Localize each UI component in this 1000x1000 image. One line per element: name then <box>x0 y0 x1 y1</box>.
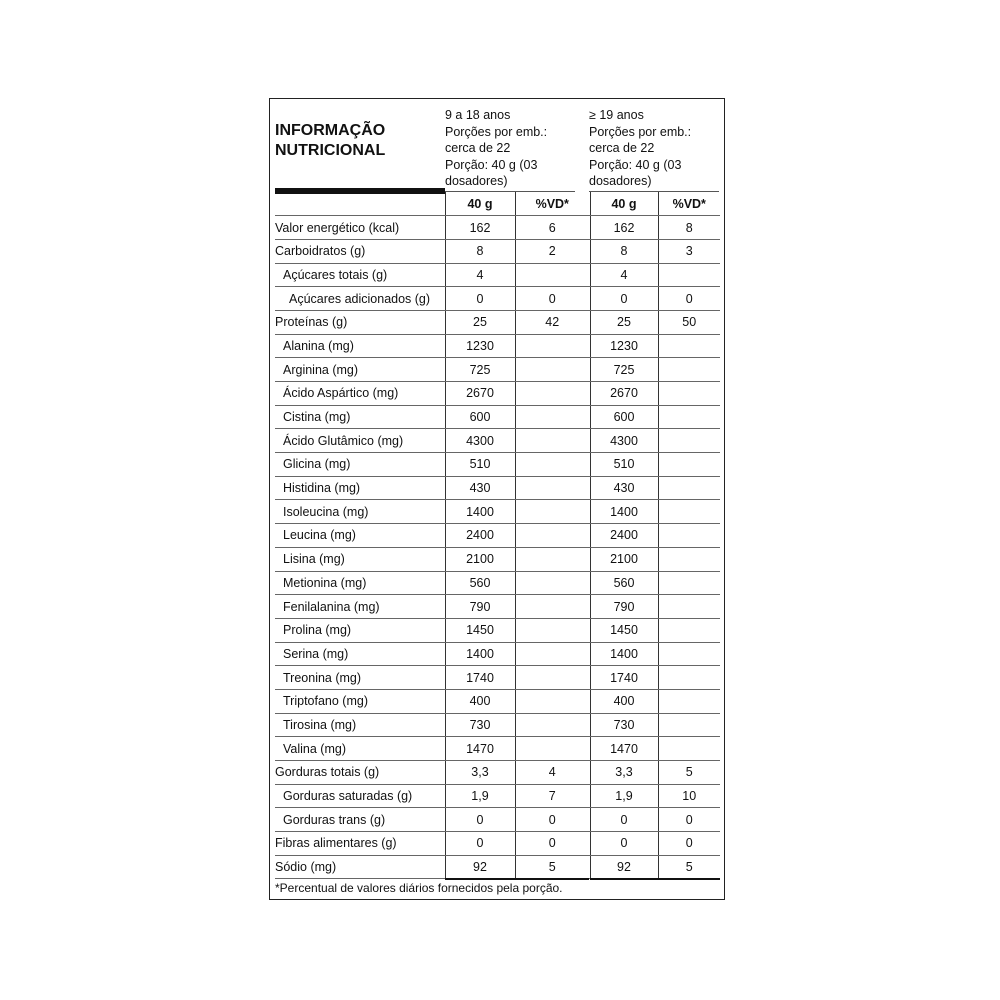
amount-19-plus: 1,9 <box>590 784 658 808</box>
dv-9-18 <box>515 263 589 287</box>
dv-19-plus <box>658 429 720 453</box>
amount-9-18: 2100 <box>445 547 515 571</box>
amount-19-plus: 1470 <box>590 737 658 761</box>
group-header-9-18 <box>445 107 580 190</box>
amount-19-plus: 1400 <box>590 642 658 666</box>
table-row <box>275 642 720 666</box>
amount-9-18: 430 <box>445 476 515 500</box>
dv-9-18 <box>515 618 589 642</box>
header-dv-1: %VD* <box>515 192 589 216</box>
group-age: 9 a 18 anos <box>445 108 511 122</box>
table-row <box>275 808 720 832</box>
group-portions: Porções por emb.: <box>589 124 692 139</box>
table-row <box>275 500 720 524</box>
amount-19-plus: 2400 <box>590 524 658 548</box>
nutrient-label: Triptofano (mg) <box>275 689 445 713</box>
table-row <box>275 832 720 856</box>
amount-9-18: 1,9 <box>445 784 515 808</box>
amount-9-18: 730 <box>445 713 515 737</box>
nutrient-label: Fenilalanina (mg) <box>275 595 445 619</box>
amount-19-plus: 1400 <box>590 500 658 524</box>
dv-19-plus: 3 <box>658 239 720 263</box>
amount-9-18: 1400 <box>445 642 515 666</box>
table-row <box>275 310 720 334</box>
table-row <box>275 524 720 548</box>
amount-19-plus: 430 <box>590 476 658 500</box>
amount-9-18: 790 <box>445 595 515 619</box>
dv-9-18 <box>515 737 589 761</box>
nutrient-label: Prolina (mg) <box>275 618 445 642</box>
amount-19-plus: 25 <box>590 310 658 334</box>
amount-19-plus: 0 <box>590 832 658 856</box>
amount-19-plus: 162 <box>590 216 658 240</box>
nutrient-label: Carboidratos (g) <box>275 239 445 263</box>
dv-19-plus: 8 <box>658 216 720 240</box>
nutrient-label: Glicina (mg) <box>275 453 445 477</box>
amount-9-18: 2400 <box>445 524 515 548</box>
header-amount-1: 40 g <box>445 192 515 216</box>
group-header-19-plus <box>589 107 724 190</box>
nutrition-title <box>275 121 385 161</box>
dv-9-18: 6 <box>515 216 589 240</box>
title-line-1: INFORMAÇÃO <box>275 122 386 139</box>
table-row <box>275 666 720 690</box>
nutrient-label: Valina (mg) <box>275 737 445 761</box>
table-row <box>275 429 720 453</box>
table-row <box>275 239 720 263</box>
table-row <box>275 761 720 785</box>
table-row <box>275 547 720 571</box>
dv-19-plus: 50 <box>658 310 720 334</box>
amount-19-plus: 92 <box>590 855 658 879</box>
nutrient-label: Arginina (mg) <box>275 358 445 382</box>
dv-9-18 <box>515 334 589 358</box>
table-row <box>275 476 720 500</box>
amount-19-plus: 1450 <box>590 618 658 642</box>
dv-9-18 <box>515 405 589 429</box>
amount-9-18: 2670 <box>445 382 515 406</box>
nutrient-label: Gorduras totais (g) <box>275 761 445 785</box>
dv-19-plus <box>658 713 720 737</box>
dv-19-plus <box>658 689 720 713</box>
amount-9-18: 4300 <box>445 429 515 453</box>
dv-19-plus <box>658 666 720 690</box>
amount-9-18: 0 <box>445 287 515 311</box>
amount-9-18: 3,3 <box>445 761 515 785</box>
dv-9-18 <box>515 642 589 666</box>
title-line-2: NUTRICIONAL <box>275 142 386 159</box>
dv-19-plus <box>658 382 720 406</box>
dv-19-plus <box>658 571 720 595</box>
nutrient-label: Ácido Aspártico (mg) <box>275 382 445 406</box>
amount-9-18: 1400 <box>445 500 515 524</box>
amount-9-18: 400 <box>445 689 515 713</box>
amount-9-18: 25 <box>445 310 515 334</box>
header-amount-2: 40 g <box>590 192 658 216</box>
amount-19-plus: 600 <box>590 405 658 429</box>
amount-19-plus: 730 <box>590 713 658 737</box>
dv-19-plus <box>658 405 720 429</box>
amount-9-18: 1470 <box>445 737 515 761</box>
header-dv-2: %VD* <box>658 192 720 216</box>
nutrient-label: Cistina (mg) <box>275 405 445 429</box>
dv-9-18 <box>515 666 589 690</box>
dv-19-plus <box>658 358 720 382</box>
amount-9-18: 0 <box>445 832 515 856</box>
amount-9-18: 725 <box>445 358 515 382</box>
amount-9-18: 92 <box>445 855 515 879</box>
nutrient-label: Treonina (mg) <box>275 666 445 690</box>
dv-9-18: 5 <box>515 855 589 879</box>
table-row <box>275 453 720 477</box>
dv-9-18: 0 <box>515 808 589 832</box>
amount-19-plus: 3,3 <box>590 761 658 785</box>
nutrient-label: Alanina (mg) <box>275 334 445 358</box>
dv-19-plus <box>658 476 720 500</box>
group-serving: Porção: 40 g (03 <box>445 157 538 172</box>
nutrient-label: Valor energético (kcal) <box>275 216 445 240</box>
table-row <box>275 618 720 642</box>
amount-9-18: 1450 <box>445 618 515 642</box>
dv-19-plus <box>658 595 720 619</box>
dv-9-18 <box>515 429 589 453</box>
dv-19-plus <box>658 334 720 358</box>
group-age: ≥ 19 anos <box>589 108 644 122</box>
nutrition-table <box>275 192 720 880</box>
dv-19-plus: 0 <box>658 832 720 856</box>
amount-9-18: 4 <box>445 263 515 287</box>
amount-19-plus: 2670 <box>590 382 658 406</box>
dv-19-plus <box>658 618 720 642</box>
nutrient-label: Açúcares adicionados (g) <box>275 287 445 311</box>
amount-19-plus: 0 <box>590 287 658 311</box>
amount-19-plus: 0 <box>590 808 658 832</box>
dv-19-plus <box>658 547 720 571</box>
dv-9-18 <box>515 547 589 571</box>
dv-9-18 <box>515 453 589 477</box>
nutrient-label: Tirosina (mg) <box>275 713 445 737</box>
amount-9-18: 162 <box>445 216 515 240</box>
amount-19-plus: 400 <box>590 689 658 713</box>
dv-9-18 <box>515 689 589 713</box>
table-row <box>275 737 720 761</box>
table-row <box>275 713 720 737</box>
amount-9-18: 560 <box>445 571 515 595</box>
dv-9-18: 7 <box>515 784 589 808</box>
nutrient-label: Serina (mg) <box>275 642 445 666</box>
table-row <box>275 358 720 382</box>
table-row <box>275 405 720 429</box>
amount-9-18: 1230 <box>445 334 515 358</box>
dv-19-plus: 0 <box>658 287 720 311</box>
nutrient-label: Açúcares totais (g) <box>275 263 445 287</box>
nutrient-label: Isoleucina (mg) <box>275 500 445 524</box>
dv-19-plus: 5 <box>658 855 720 879</box>
dv-19-plus <box>658 524 720 548</box>
amount-19-plus: 725 <box>590 358 658 382</box>
header-blank <box>275 192 445 216</box>
amount-19-plus: 510 <box>590 453 658 477</box>
table-row <box>275 382 720 406</box>
nutrient-label: Sódio (mg) <box>275 855 445 879</box>
amount-9-18: 8 <box>445 239 515 263</box>
dv-9-18 <box>515 524 589 548</box>
amount-9-18: 600 <box>445 405 515 429</box>
group-portions-count: cerca de 22 <box>445 141 511 155</box>
dv-9-18 <box>515 476 589 500</box>
nutrient-label: Histidina (mg) <box>275 476 445 500</box>
amount-19-plus: 2100 <box>590 547 658 571</box>
nutrient-label: Fibras alimentares (g) <box>275 832 445 856</box>
table-row <box>275 595 720 619</box>
amount-9-18: 0 <box>445 808 515 832</box>
dv-9-18 <box>515 382 589 406</box>
table-row <box>275 263 720 287</box>
nutrient-label: Metionina (mg) <box>275 571 445 595</box>
nutrient-label: Gorduras trans (g) <box>275 808 445 832</box>
table-row <box>275 784 720 808</box>
amount-19-plus: 790 <box>590 595 658 619</box>
nutrient-label: Lisina (mg) <box>275 547 445 571</box>
amount-9-18: 1740 <box>445 666 515 690</box>
dv-9-18 <box>515 571 589 595</box>
dv-9-18 <box>515 595 589 619</box>
dv-9-18 <box>515 713 589 737</box>
dv-19-plus: 0 <box>658 808 720 832</box>
table-row <box>275 287 720 311</box>
table-row <box>275 334 720 358</box>
group-portions-count: cerca de 22 <box>589 141 655 155</box>
group-serving-unit: dosadores) <box>589 174 652 188</box>
dv-9-18 <box>515 358 589 382</box>
table-row <box>275 216 720 240</box>
nutrition-facts-panel <box>269 98 725 900</box>
dv-9-18: 0 <box>515 287 589 311</box>
dv-9-18: 2 <box>515 239 589 263</box>
amount-19-plus: 560 <box>590 571 658 595</box>
amount-9-18: 510 <box>445 453 515 477</box>
dv-9-18: 4 <box>515 761 589 785</box>
group-serving: Porção: 40 g (03 <box>589 157 682 172</box>
nutrient-label: Gorduras saturadas (g) <box>275 784 445 808</box>
table-row <box>275 855 720 879</box>
table-row <box>275 689 720 713</box>
footnote: *Percentual de valores diários fornecidos pela porção. <box>275 881 563 895</box>
dv-9-18: 42 <box>515 310 589 334</box>
dv-19-plus <box>658 642 720 666</box>
dv-19-plus: 10 <box>658 784 720 808</box>
amount-19-plus: 8 <box>590 239 658 263</box>
dv-19-plus <box>658 737 720 761</box>
group-portions: Porções por emb.: <box>445 124 548 139</box>
nutrient-label: Ácido Glutâmico (mg) <box>275 429 445 453</box>
dv-9-18: 0 <box>515 832 589 856</box>
amount-19-plus: 4300 <box>590 429 658 453</box>
nutrient-label: Leucina (mg) <box>275 524 445 548</box>
dv-19-plus <box>658 453 720 477</box>
column-header-row <box>275 192 720 216</box>
amount-19-plus: 1230 <box>590 334 658 358</box>
dv-19-plus <box>658 500 720 524</box>
amount-19-plus: 4 <box>590 263 658 287</box>
dv-19-plus <box>658 263 720 287</box>
nutrient-label: Proteínas (g) <box>275 310 445 334</box>
group-serving-unit: dosadores) <box>445 174 508 188</box>
amount-19-plus: 1740 <box>590 666 658 690</box>
dv-9-18 <box>515 500 589 524</box>
table-row <box>275 571 720 595</box>
dv-19-plus: 5 <box>658 761 720 785</box>
